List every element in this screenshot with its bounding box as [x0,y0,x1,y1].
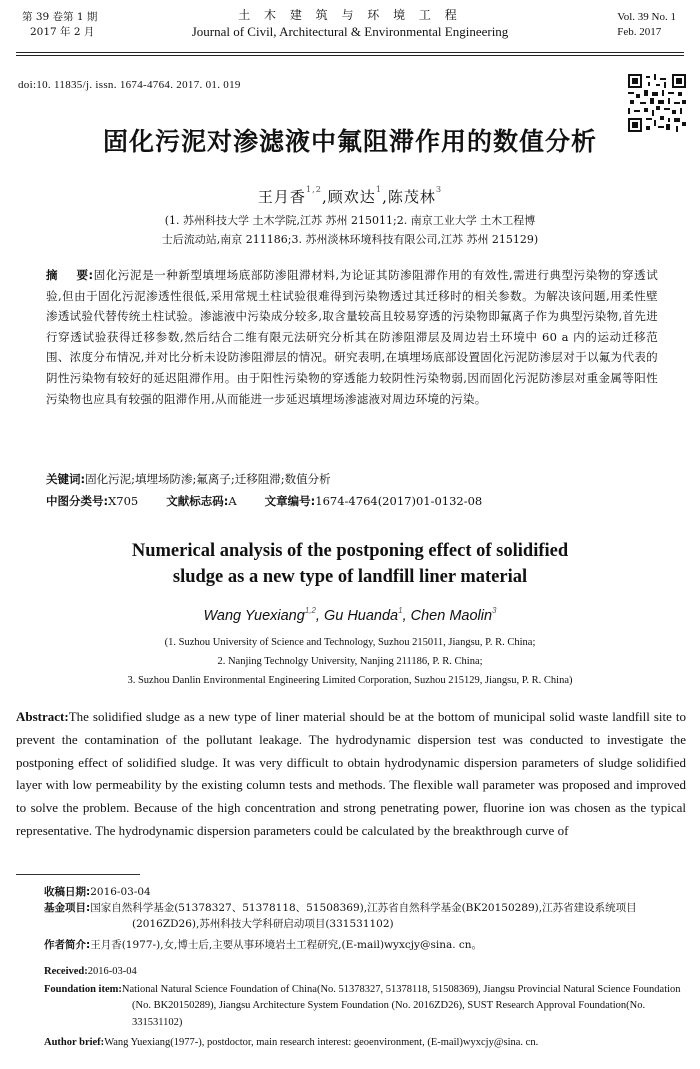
article-no-label: 文章编号: [264,494,316,508]
author-name: 顾欢达 [327,188,376,206]
paper-title-cn: 固化污泥对渗滤液中氟阻滞作用的数值分析 [102,127,597,156]
doi[interactable]: doi:10. 11835/j. issn. 1674-4764. 2017. 01. 019 [18,79,241,91]
author-en-value: Wang Yuexiang(1977-), postdoctor, main research interest: geoenvironment, (E-mail)wyxcjy@sina. cn. [104,1036,539,1048]
author-name: Chen Maolin [410,608,493,624]
date-cn: 2017 年 2 月 [30,26,95,38]
footnotes-cn [44,884,690,953]
author-affil-mark: 1,2 [304,606,316,616]
fund-cn-value: 国家自然科学基金(51378327、51378118、51508369),江苏省自然科学基金(BK20150289),江苏省建设系统项目(2016ZD26),苏州科技大学科研启动项目(331531102) [90,902,637,931]
author-name: 陈茂林 [387,188,436,206]
fund-en [44,982,690,1031]
affiliation-line: (1. Suzhou University of Science and Technology, Suzhou 215011, Jiangsu, P. R. China; [164,637,536,648]
journal-name [0,7,700,41]
volume-cn: 第 39 卷第 1 期 [22,11,98,23]
received-cn-value: 2016-03-04 [90,886,151,898]
fund-cn-label: 基金项目: [44,902,91,915]
fund-cn [44,900,690,932]
affiliation-line: (1. 苏州科技大学 土木学院,江苏 苏州 215011;2. 南京工业大学 土木工程博 [164,214,536,227]
affiliations-en [0,633,700,690]
author-brief-en [44,1035,690,1051]
abstract-en-text: The solidified sludge as a new type of liner material should be at the bottom of municipal solid waste landfill site to prevent the contamination of the pollutant leakage. The hydrodynamic dispersion test was conducted to investigate the postponing effect of solidified sludge. It was very difficult to obtain hydrodynamic dispersion parameters of sludge solidified layer with low permeability by the existing column tests and methods. The flexible wall parameter was proposed and improved to solve the problem. Because of the high concentration and strong penetrating power, fluorine ion was chosen as the typical representative. The hydrodynamic dispersion parameters could be calculated by the breakthrough curve of [16,709,686,838]
abstract-cn-text: 固化污泥是一种新型填埋场底部防渗阻滞材料,为论证其防渗阻滞作用的有效性,需进行典型污染物的穿透试验,但由于固化污泥渗透性很低,采用常规土柱试验很难得到污染物透过其迁移时的相关参数。为解决该问题,用柔性壁渗透试验代替传统土柱试验。渗滤液中污染成分较多,取含量较高且较易穿透的污染物即氟离子作为典型污染物,首先进行穿透试验获得迁移参数,然后结合二维有限元法研究分析其在防渗阻滞层及周边岩土环境中 60 a 内的运动迁移范围、浓度分布情况,并对比分析未设防渗阻滞层的情况。研究表明,在填埋场底部设置固化污泥防渗层对于以氟为代表的阴性污染物有较好的延迟阻滞作用。由于阳性污染物的穿透能力较阴性污染物弱,因而固化污泥防渗层对重金属等阳性污染物也应具有较强的阻滞作用,从而能进一步延迟填埋场渗滤液对周边环境的污染。 [46,268,658,406]
doc-code-label: 文献标志码: [166,494,229,508]
journal-name-cn: 土 木 建 筑 与 环 境 工 程 [238,8,462,22]
abstract-en [16,706,686,843]
clc-value: X705 [108,494,139,508]
authors-cn: 王月香$^{1,2}$,顾欢达$^1$,陈茂林$^3$ [257,184,443,206]
article-no-value: 1674-4764(2017)01-0132-08 [315,494,483,508]
fund-en-label: Foundation item: [44,984,122,996]
affiliation-line: 3. Suzhou Danlin Environmental Engineering Limited Corporation, Suzhou 215129, Jiangsu, P. R. China) [127,675,573,686]
footnote-rule [16,874,140,875]
author-name: Wang Yuexiang [203,608,305,624]
received-en-label: Received: [44,966,88,977]
abstract-en-label: Abstract: [16,709,69,724]
issue-info-en [617,10,676,40]
keywords-cn-text: 固化污泥;填埋场防渗;氟离子;迁移阻滞;数值分析 [85,472,331,486]
author-affil-mark: 1 [398,606,403,616]
received-cn-label: 收稿日期: [44,886,91,898]
journal-name-en: Journal of Civil, Architectural & Environmental Engineering [191,24,509,39]
author-cn-value: 王月香(1977-),女,博士后,主要从事环境岩土工程研究,(E-mail)wyxcjy@sina. cn。 [90,938,483,951]
title-en-line: Numerical analysis of the postponing effect of solidified [131,541,569,561]
title-en-line: sludge as a new type of landfill liner material [172,567,528,587]
author-affil-mark: 1,2 [305,184,323,195]
abstract-cn [46,265,658,409]
paper-title-en [0,538,700,590]
header-rule-bottom [16,55,684,56]
author-en-label: Author brief: [44,1036,105,1048]
doc-code-value: A [228,494,237,508]
author-affil-mark: 1 [375,184,383,195]
date-en: Feb. 2017 [617,26,662,38]
volume-en: Vol. 39 No. 1 [617,11,676,23]
fund-en-value: National Natural Science Foundation of China(No. 51378327, 51378118, 51508369), Jiangsu Provincial Natural Science Foundation (No. BK20150289), Jiangsu Architecture System Foundation (No. 2016ZD26), SUST Research Approval Foundation(No. 331531102) [121,984,681,1028]
authors-en: Wang Yuexiang$^{1,2}$, Gu Huanda$^1$, Chen Maolin$^3$ [203,606,497,624]
footnotes-en [44,964,690,1051]
received-en [44,964,690,980]
author-brief-cn [44,937,690,953]
author-name: 王月香 [257,188,306,206]
received-en-value: 2016-03-04 [87,966,137,977]
header-rule-top [16,52,684,53]
author-cn-label: 作者简介: [44,938,91,951]
author-affil-mark: 3 [435,184,443,195]
affiliations-cn [100,211,600,249]
keywords-cn [46,470,658,488]
affiliation-line: 2. Nanjing Technolgy University, Nanjing 211186, P. R. China; [217,656,483,667]
keywords-cn-label: 关键词: [46,472,86,486]
classification-line [46,493,658,509]
abstract-cn-label: 摘 要: [46,268,94,282]
affiliation-line: 士后流动站,南京 211186;3. 苏州淡林环境科技有限公司,江苏 苏州 215129) [161,233,539,246]
author-affil-mark: 3 [492,606,497,616]
author-name: Gu Huanda [323,608,399,624]
received-cn [44,884,690,900]
clc-label: 中图分类号: [46,494,109,508]
